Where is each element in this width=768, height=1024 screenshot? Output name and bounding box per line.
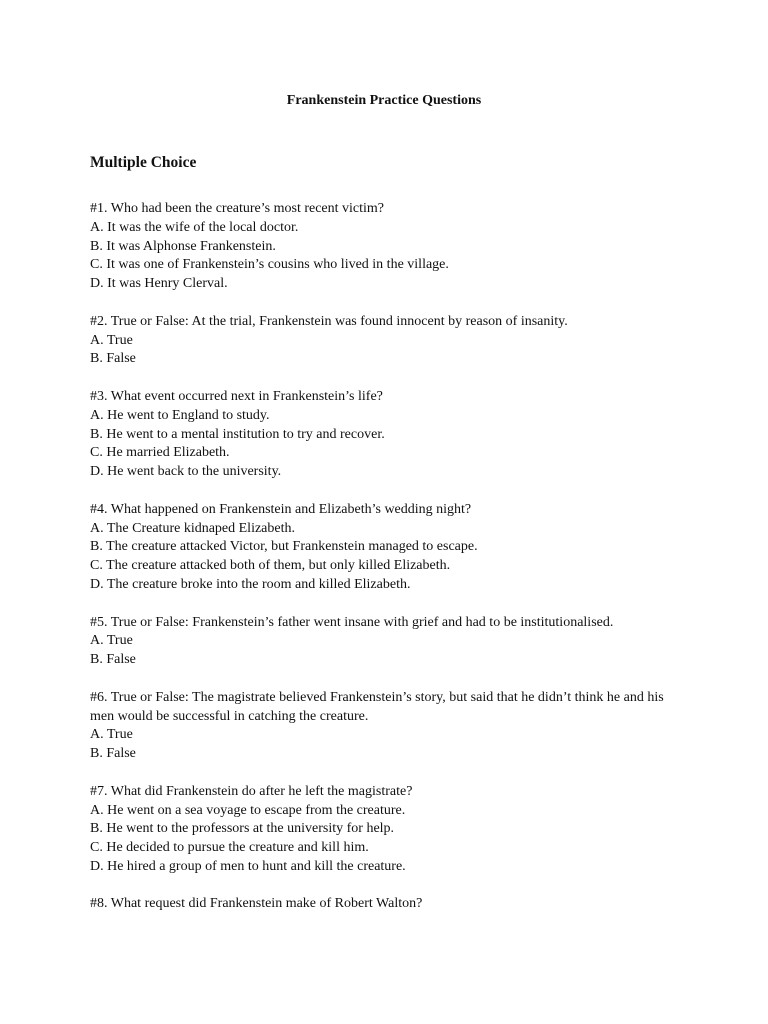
question-list [90,200,690,933]
question-text: #5. True or False: Frankenstein’s father went insane with grief and had to be institutionalised. [90,614,614,630]
question-text: #2. True or False: At the trial, Frankenstein was found innocent by reason of insanity. [90,313,568,329]
answer-option: A. True [90,332,133,348]
question-text: #3. What event occurred next in Frankenstein’s life? [90,388,383,404]
answer-option: A. He went to England to study. [90,407,270,423]
question-text: #8. What request did Frankenstein make of Robert Walton? [90,896,423,912]
answer-option: A. True [90,633,133,649]
answer-option: D. He went back to the university. [90,464,282,480]
question-5 [90,614,690,670]
answer-option: B. It was Alphonse Frankenstein. [90,238,276,254]
answer-option: B. He went to the professors at the university for help. [90,821,395,837]
answer-option: C. The creature attacked both of them, but only killed Elizabeth. [90,558,451,574]
answer-option: A. He went on a sea voyage to escape from the creature. [90,802,406,818]
answer-option: B. He went to a mental institution to try and recover. [90,426,385,442]
answer-option: A. True [90,727,133,743]
question-8 [90,895,690,914]
answer-option: C. He married Elizabeth. [90,445,230,461]
question-text: #6. True or False: The magistrate believed Frankenstein’s story, but said that he didn’t think he and his men would be successful in catching the creature. [90,689,664,724]
answer-option: B. False [90,746,136,762]
question-1 [90,200,690,294]
question-6 [90,689,690,764]
section-heading: Multiple Choice [90,154,197,171]
answer-option: B. False [90,652,136,668]
answer-option: D. He hired a group of men to hunt and kill the creature. [90,858,406,874]
answer-option: A. It was the wife of the local doctor. [90,219,299,235]
answer-option: C. It was one of Frankenstein’s cousins who lived in the village. [90,257,449,273]
question-text: #7. What did Frankenstein do after he left the magistrate? [90,783,413,799]
answer-option: D. It was Henry Clerval. [90,276,228,292]
question-3 [90,388,690,482]
question-text: #4. What happened on Frankenstein and Elizabeth’s wedding night? [90,501,472,517]
answer-option: B. The creature attacked Victor, but Frankenstein managed to escape. [90,539,478,555]
answer-option: D. The creature broke into the room and killed Elizabeth. [90,576,411,592]
document-title: Frankenstein Practice Questions [286,93,482,108]
question-4 [90,501,690,595]
question-7 [90,783,690,877]
question-text: #1. Who had been the creature’s most recent victim? [90,201,385,216]
answer-option: A. The Creature kidnaped Elizabeth. [90,520,295,536]
answer-option: C. He decided to pursue the creature and kill him. [90,840,369,856]
answer-option: B. False [90,351,136,367]
question-2 [90,313,690,369]
